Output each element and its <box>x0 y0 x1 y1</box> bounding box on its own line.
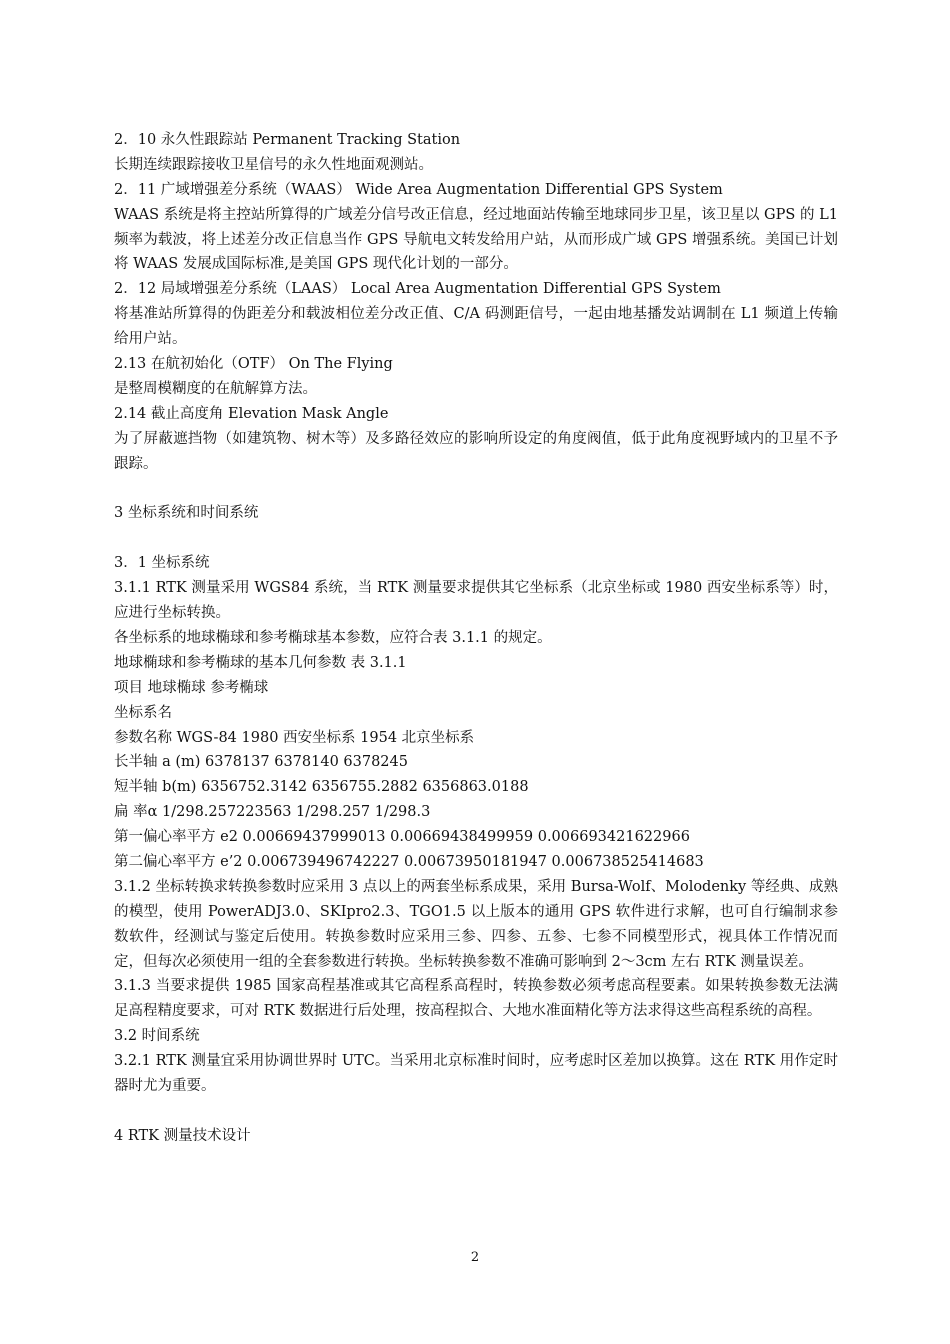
blank-line <box>114 477 838 502</box>
text-line: 4 RTK 测量技术设计 <box>114 1127 251 1144</box>
text-line: 是整周模糊度的在航解算方法。 <box>114 380 317 397</box>
blank-line <box>114 526 838 551</box>
text-line: 第二偏心率平方 e’2 0.006739496742227 0.00673950181947 0.006738525414683 <box>114 853 704 870</box>
page-body <box>114 128 838 1149</box>
text-line: 坐标系名 <box>114 704 172 721</box>
text-line: 3 坐标系统和时间系统 <box>114 505 259 522</box>
text-line: 短半轴 b(m) 6356752.3142 6356755.2882 6356863.0188 <box>114 779 529 796</box>
text-line: 3．1 坐标系统 <box>114 555 210 572</box>
page-number: 2 <box>470 1250 480 1265</box>
text-line: 参数名称 WGS-84 1980 西安坐标系 1954 北京坐标系 <box>114 729 475 746</box>
paragraph: 3.1.3 当要求提供 1985 国家高程基准或其它高程系高程时，转换参数必须考虑高程要素。如果转换参数无法满足高程精度要求，可对 RTK 数据进行后处理，按高程拟合、大地水准面精化等方法求得这些高程系统的高程。 <box>114 978 838 1020</box>
paragraph: 将基准站所算得的伪距差分和载波相位差分改正值、C/A 码测距信号，一起由地基播发站调制在 L1 频道上传输给用户站。 <box>114 306 838 348</box>
text-line: 2.14 截止高度角 Elevation Mask Angle <box>114 405 389 422</box>
text-line: 2.13 在航初始化（OTF） On The Flying <box>114 356 393 373</box>
text-line: 2．12 局域增强差分系统（LAAS） Local Area Augmentation Differential GPS System <box>114 281 721 298</box>
paragraph: 为了屏蔽遮挡物（如建筑物、树木等）及多路径效应的影响所设定的角度阀值，低于此角度视野域内的卫星不予跟踪。 <box>114 430 838 472</box>
text-line: 长期连续跟踪接收卫星信号的永久性地面观测站。 <box>114 156 433 173</box>
paragraph: WAAS 系统是将主控站所算得的广域差分信号改正信息，经过地面站传输至地球同步卫星，该卫星以 GPS 的 L1 频率为载波，将上述差分改正信息当作 GPS 导航电文转发给用户站，从而形成广域 GPS 增强系统。美国已计划将 WAAS 发展成国际标准,是美国 GPS 现代化计划的一部分。 <box>114 206 838 273</box>
text-line: 第一偏心率平方 e2 0.00669437999013 0.00669438499959 0.006693421622966 <box>114 829 690 846</box>
text-line: 长半轴 a (m) 6378137 6378140 6378245 <box>114 754 408 771</box>
text-line: 各坐标系的地球椭球和参考椭球基本参数，应符合表 3.1.1 的规定。 <box>114 629 552 646</box>
blank-line <box>114 1099 838 1124</box>
text-line: 扁 率α 1/298.257223563 1/298.257 1/298.3 <box>114 804 431 821</box>
text-line: 2．11 广域增强差分系统（WAAS） Wide Area Augmentation Differential GPS System <box>114 181 723 198</box>
paragraph: 3.1.2 坐标转换求转换参数时应采用 3 点以上的两套坐标系成果，采用 Bursa-Wolf、Molodenky 等经典、成熟的模型，使用 PowerADJ3.0、SKIpro2.3、TGO1.5 以上版本的通用 GPS 软件进行求解，也可自行编制求参数软件，经测试与鉴定后使用。转换参数时应采用三参、四参、五参、七参不同模型形式，视具体工作情况而定，但每次必须使用一组的全套参数进行转换。坐标转换参数不准确可影响到 2～3cm 左右 RTK 测量误差。 <box>114 878 838 970</box>
text-line: 3.2 时间系统 <box>114 1028 200 1045</box>
text-line: 地球椭球和参考椭球的基本几何参数 表 3.1.1 <box>114 654 407 671</box>
text-line: 项目 地球椭球 参考椭球 <box>114 679 269 696</box>
paragraph: 3.2.1 RTK 测量宜采用协调世界时 UTC。当采用北京标准时间时，应考虑时区差加以换算。这在 RTK 用作定时器时尤为重要。 <box>114 1053 838 1095</box>
text-line: 2．10 永久性跟踪站 Permanent Tracking Station <box>114 132 461 148</box>
paragraph: 3.1.1 RTK 测量采用 WGS84 系统，当 RTK 测量要求提供其它坐标系（北京坐标或 1980 西安坐标系等）时，应进行坐标转换。 <box>114 580 838 622</box>
